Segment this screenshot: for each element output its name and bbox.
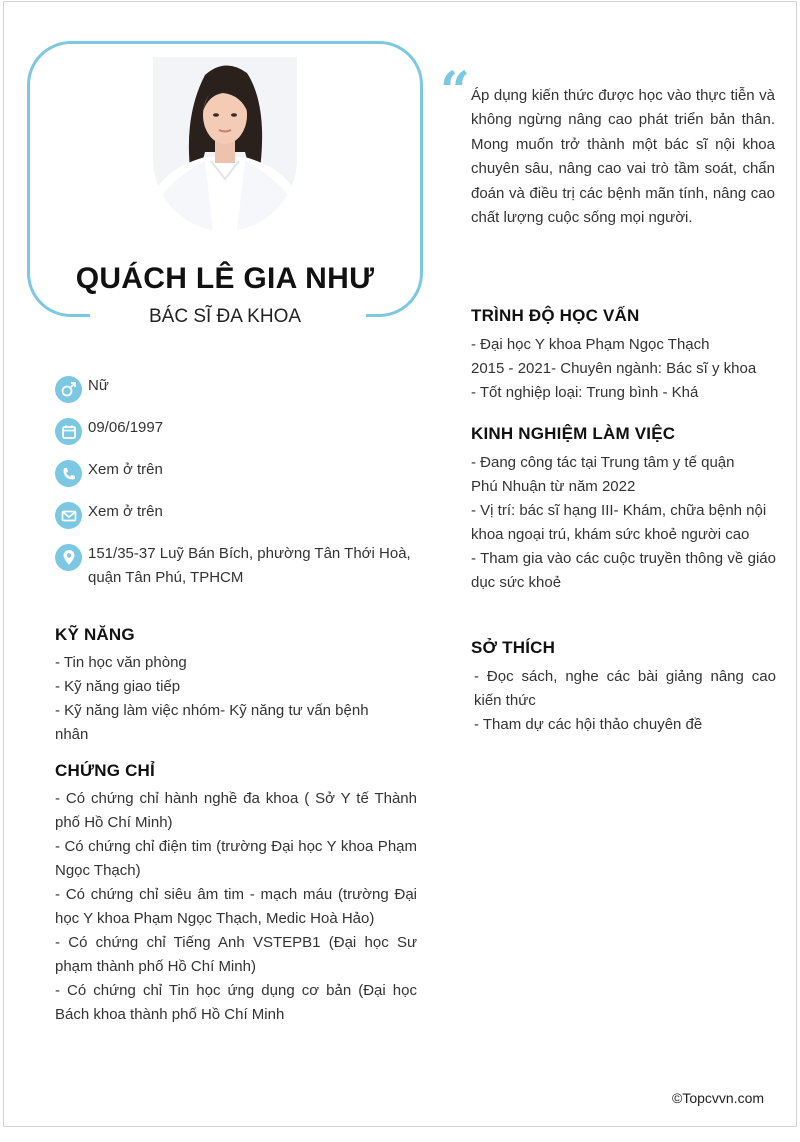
list-item: - Có chứng chỉ hành nghề đa khoa ( Sở Y tế Thành phố Hồ Chí Minh) <box>55 790 417 831</box>
skills-list <box>55 651 381 747</box>
email-icon <box>55 502 82 529</box>
skills-title: KỸ NĂNG <box>55 625 135 644</box>
list-item: - Vị trí: bác sĩ hạng III- Khám, chữa bệnh nội khoa ngoại trú, khám sức khoẻ người cao <box>471 502 767 543</box>
quote-icon: “ <box>440 61 468 122</box>
list-item: - Tốt nghiệp loại: Trung bình - Khá <box>471 384 699 401</box>
list-item: 2015 - 2021- Chuyên ngành: Bác sĩ y khoa <box>471 360 757 377</box>
list-item: - Có chứng chỉ Tiếng Anh VSTEPB1 (Đại học Sư phạm thành phố Hồ Chí Minh) <box>55 934 417 975</box>
education-title: TRÌNH ĐỘ HỌC VẤN <box>471 306 640 325</box>
calendar-icon <box>55 418 82 445</box>
contact-text: Xem ở trên <box>88 461 163 478</box>
list-item: - Kỹ năng làm việc nhóm- Kỹ năng tư vấn bệnh nhân <box>55 702 369 743</box>
list-item: - Tham gia vào các cuộc truyền thông về giáo dục sức khoẻ <box>471 550 776 591</box>
list-item: - Có chứng chỉ siêu âm tim - mạch máu (trường Đại học Y khoa Phạm Ngọc Thạch, Medic Hoà Hảo) <box>55 886 417 927</box>
list-item: - Đọc sách, nghe các bài giảng nâng cao kiến thức <box>474 668 776 709</box>
experience-list <box>471 451 776 595</box>
list-item: - Đại học Y khoa Phạm Ngọc Thạch <box>471 336 710 353</box>
gender-icon <box>55 376 82 403</box>
list-item: - Có chứng chỉ điện tim (trường Đại học Y khoa Phạm Ngọc Thạch) <box>55 838 417 879</box>
footer-watermark: ©Topcvvn.com <box>672 1090 765 1106</box>
location-icon <box>55 544 82 571</box>
contact-text: Xem ở trên <box>88 503 163 520</box>
education-list <box>471 333 776 405</box>
list-item: - Tham dự các hội thảo chuyên đề <box>474 716 703 733</box>
contact-text: Nữ <box>88 377 109 394</box>
experience-title: KINH NGHIỆM LÀM VIỆC <box>471 424 676 443</box>
job-title: BÁC SĨ ĐA KHOA <box>148 306 302 327</box>
career-objective: Áp dụng kiến thức được học vào thực tiễn và không ngừng nâng cao phát triển bản thân. Mong muốn trở thành một bác sĩ nội khoa chuyên sâu, nâng cao vai trò tầm soát, chẩn đoán và điều trị các bệnh mãn tính, nâng cao chất lượng cuộc sống mọi người. <box>471 87 775 227</box>
hobbies-title: SỞ THÍCH <box>471 638 556 657</box>
certificates-list <box>55 787 417 1027</box>
list-item: - Kỹ năng giao tiếp <box>55 678 181 695</box>
hobbies-list <box>474 665 776 737</box>
contact-text: 09/06/1997 <box>88 419 164 436</box>
contact-text: 151/35-37 Luỹ Bán Bích, phường Tân Thới Hoà, quận Tân Phú, TPHCM <box>88 545 411 586</box>
contact-birthday <box>55 418 423 445</box>
certificates-title: CHỨNG CHỈ <box>55 761 155 780</box>
contact-phone <box>55 460 423 487</box>
contact-address <box>55 544 423 590</box>
phone-icon <box>55 460 82 487</box>
list-item: - Đang công tác tại Trung tâm y tế quận Phú Nhuận từ năm 2022 <box>471 454 735 495</box>
contact-gender <box>55 376 423 403</box>
candidate-name: QUÁCH LÊ GIA NHƯ <box>75 262 375 295</box>
list-item: - Có chứng chỉ Tin học ứng dụng cơ bản (Đại học Bách khoa thành phố Hồ Chí Minh <box>55 982 417 1023</box>
list-item: - Tin học văn phòng <box>55 654 187 671</box>
contact-email <box>55 502 423 529</box>
profile-photo <box>153 57 297 231</box>
